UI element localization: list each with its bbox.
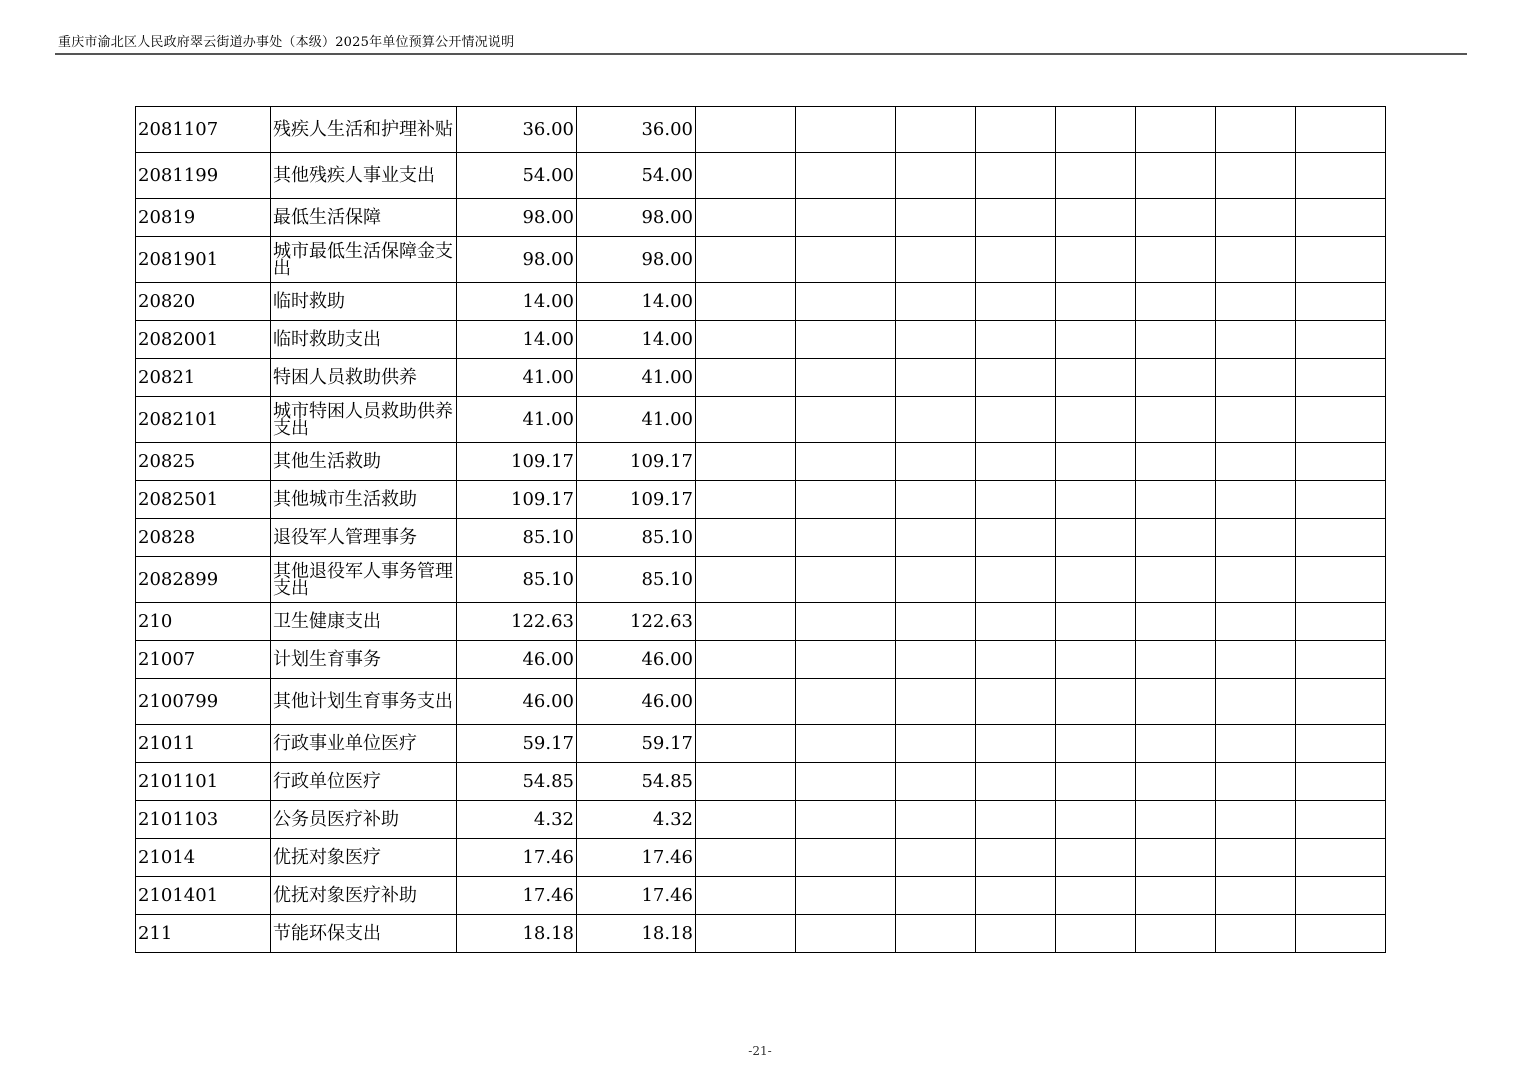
- cell-empty: [896, 481, 976, 519]
- cell-total-amount: 46.00: [457, 679, 577, 725]
- cell-empty: [696, 679, 796, 725]
- cell-empty: [1216, 679, 1296, 725]
- cell-total-amount: 109.17: [457, 481, 577, 519]
- cell-empty: [976, 801, 1056, 839]
- cell-general-budget-amount: 98.00: [577, 199, 696, 237]
- cell-empty: [796, 321, 896, 359]
- cell-empty: [1216, 557, 1296, 603]
- cell-empty: [1216, 519, 1296, 557]
- cell-total-amount: 59.17: [457, 725, 577, 763]
- cell-total-amount: 54.00: [457, 153, 577, 199]
- cell-subject-code: 2082899: [136, 557, 271, 603]
- cell-empty: [896, 557, 976, 603]
- cell-empty: [796, 283, 896, 321]
- cell-subject-code: 2100799: [136, 679, 271, 725]
- cell-empty: [976, 763, 1056, 801]
- cell-subject-name: 其他退役军人事务管理支出: [271, 557, 457, 603]
- table-row: [136, 603, 1386, 641]
- cell-empty: [696, 915, 796, 953]
- cell-total-amount: 85.10: [457, 557, 577, 603]
- cell-empty: [796, 199, 896, 237]
- cell-total-amount: 17.46: [457, 839, 577, 877]
- cell-empty: [796, 877, 896, 915]
- cell-empty: [696, 519, 796, 557]
- cell-empty: [696, 801, 796, 839]
- cell-empty: [896, 321, 976, 359]
- cell-empty: [1136, 237, 1216, 283]
- header-divider: [55, 53, 1467, 55]
- cell-empty: [1296, 641, 1386, 679]
- cell-empty: [1296, 763, 1386, 801]
- cell-empty: [796, 557, 896, 603]
- cell-empty: [1296, 801, 1386, 839]
- cell-total-amount: 4.32: [457, 801, 577, 839]
- cell-subject-name: 卫生健康支出: [271, 603, 457, 641]
- cell-empty: [1136, 397, 1216, 443]
- cell-empty: [1056, 359, 1136, 397]
- cell-empty: [1056, 641, 1136, 679]
- cell-empty: [976, 107, 1056, 153]
- cell-empty: [1216, 199, 1296, 237]
- table-row: [136, 443, 1386, 481]
- cell-subject-code: 20819: [136, 199, 271, 237]
- cell-empty: [1216, 237, 1296, 283]
- cell-empty: [1056, 519, 1136, 557]
- cell-total-amount: 85.10: [457, 519, 577, 557]
- cell-empty: [1136, 321, 1216, 359]
- cell-empty: [696, 443, 796, 481]
- cell-general-budget-amount: 14.00: [577, 321, 696, 359]
- cell-empty: [1056, 679, 1136, 725]
- cell-empty: [696, 283, 796, 321]
- cell-empty: [896, 443, 976, 481]
- cell-empty: [1136, 801, 1216, 839]
- cell-empty: [896, 199, 976, 237]
- page-number: -21-: [748, 1044, 772, 1058]
- cell-empty: [976, 481, 1056, 519]
- cell-empty: [976, 199, 1056, 237]
- cell-subject-code: 210: [136, 603, 271, 641]
- cell-empty: [1136, 641, 1216, 679]
- cell-empty: [1296, 839, 1386, 877]
- cell-empty: [1296, 725, 1386, 763]
- table-row: [136, 557, 1386, 603]
- cell-empty: [1056, 839, 1136, 877]
- cell-empty: [696, 481, 796, 519]
- cell-empty: [1296, 557, 1386, 603]
- cell-subject-code: 2101101: [136, 763, 271, 801]
- table-row: [136, 199, 1386, 237]
- table-row: [136, 679, 1386, 725]
- cell-general-budget-amount: 59.17: [577, 725, 696, 763]
- cell-empty: [696, 557, 796, 603]
- cell-empty: [976, 641, 1056, 679]
- cell-empty: [1056, 237, 1136, 283]
- table-row: [136, 107, 1386, 153]
- cell-empty: [1296, 107, 1386, 153]
- cell-empty: [1056, 915, 1136, 953]
- cell-empty: [896, 603, 976, 641]
- cell-empty: [796, 725, 896, 763]
- cell-empty: [1296, 397, 1386, 443]
- cell-empty: [696, 763, 796, 801]
- cell-empty: [1216, 481, 1296, 519]
- cell-general-budget-amount: 122.63: [577, 603, 696, 641]
- cell-subject-name: 临时救助支出: [271, 321, 457, 359]
- cell-general-budget-amount: 18.18: [577, 915, 696, 953]
- cell-empty: [976, 397, 1056, 443]
- cell-empty: [1136, 557, 1216, 603]
- cell-empty: [796, 237, 896, 283]
- table-row: [136, 321, 1386, 359]
- cell-general-budget-amount: 41.00: [577, 359, 696, 397]
- cell-subject-name: 其他计划生育事务支出: [271, 679, 457, 725]
- cell-empty: [896, 153, 976, 199]
- cell-empty: [896, 519, 976, 557]
- cell-subject-code: 2101401: [136, 877, 271, 915]
- cell-subject-code: 21011: [136, 725, 271, 763]
- cell-empty: [796, 519, 896, 557]
- cell-empty: [896, 107, 976, 153]
- cell-empty: [1296, 321, 1386, 359]
- cell-empty: [1296, 153, 1386, 199]
- cell-empty: [796, 481, 896, 519]
- cell-empty: [696, 359, 796, 397]
- cell-general-budget-amount: 54.00: [577, 153, 696, 199]
- cell-empty: [1296, 283, 1386, 321]
- cell-general-budget-amount: 109.17: [577, 443, 696, 481]
- cell-empty: [696, 603, 796, 641]
- cell-empty: [796, 839, 896, 877]
- cell-subject-name: 行政事业单位医疗: [271, 725, 457, 763]
- cell-empty: [1136, 359, 1216, 397]
- cell-empty: [1216, 877, 1296, 915]
- cell-empty: [1136, 915, 1216, 953]
- table-row: [136, 877, 1386, 915]
- cell-empty: [1056, 725, 1136, 763]
- cell-empty: [1296, 359, 1386, 397]
- cell-empty: [976, 679, 1056, 725]
- document-header-title: 重庆市渝北区人民政府翠云街道办事处（本级）2025年单位预算公开情况说明: [58, 35, 515, 50]
- cell-subject-code: 2081107: [136, 107, 271, 153]
- cell-empty: [796, 915, 896, 953]
- cell-subject-code: 2101103: [136, 801, 271, 839]
- cell-empty: [1136, 153, 1216, 199]
- cell-empty: [896, 915, 976, 953]
- cell-empty: [976, 443, 1056, 481]
- cell-subject-name: 最低生活保障: [271, 199, 457, 237]
- cell-subject-name: 退役军人管理事务: [271, 519, 457, 557]
- cell-general-budget-amount: 41.00: [577, 397, 696, 443]
- cell-subject-code: 20828: [136, 519, 271, 557]
- cell-subject-code: 2081199: [136, 153, 271, 199]
- table-row: [136, 763, 1386, 801]
- cell-empty: [976, 321, 1056, 359]
- budget-table: [135, 106, 1386, 953]
- cell-empty: [896, 641, 976, 679]
- cell-empty: [1056, 283, 1136, 321]
- cell-empty: [796, 397, 896, 443]
- table-row: [136, 641, 1386, 679]
- cell-general-budget-amount: 98.00: [577, 237, 696, 283]
- cell-empty: [976, 725, 1056, 763]
- cell-empty: [1216, 801, 1296, 839]
- cell-subject-code: 20821: [136, 359, 271, 397]
- cell-general-budget-amount: 4.32: [577, 801, 696, 839]
- budget-table-body: [136, 107, 1386, 953]
- cell-total-amount: 41.00: [457, 359, 577, 397]
- cell-subject-name: 其他残疾人事业支出: [271, 153, 457, 199]
- cell-empty: [1296, 519, 1386, 557]
- cell-subject-name: 特困人员救助供养: [271, 359, 457, 397]
- cell-empty: [896, 679, 976, 725]
- cell-empty: [896, 839, 976, 877]
- cell-subject-name: 行政单位医疗: [271, 763, 457, 801]
- table-row: [136, 915, 1386, 953]
- cell-empty: [896, 725, 976, 763]
- cell-empty: [1216, 283, 1296, 321]
- cell-empty: [1136, 603, 1216, 641]
- cell-empty: [976, 153, 1056, 199]
- cell-empty: [1056, 557, 1136, 603]
- cell-empty: [1296, 199, 1386, 237]
- cell-general-budget-amount: 17.46: [577, 839, 696, 877]
- cell-general-budget-amount: 85.10: [577, 557, 696, 603]
- cell-empty: [1056, 443, 1136, 481]
- cell-empty: [896, 283, 976, 321]
- cell-empty: [796, 603, 896, 641]
- cell-empty: [796, 359, 896, 397]
- cell-empty: [696, 839, 796, 877]
- cell-empty: [976, 877, 1056, 915]
- cell-empty: [1136, 839, 1216, 877]
- cell-empty: [1056, 603, 1136, 641]
- cell-total-amount: 98.00: [457, 199, 577, 237]
- cell-empty: [696, 321, 796, 359]
- cell-empty: [1136, 199, 1216, 237]
- cell-empty: [1296, 443, 1386, 481]
- cell-empty: [1216, 915, 1296, 953]
- cell-subject-code: 2081901: [136, 237, 271, 283]
- cell-empty: [1136, 877, 1216, 915]
- cell-subject-code: 2082501: [136, 481, 271, 519]
- cell-total-amount: 14.00: [457, 283, 577, 321]
- cell-total-amount: 109.17: [457, 443, 577, 481]
- cell-empty: [796, 801, 896, 839]
- table-row: [136, 397, 1386, 443]
- cell-subject-name: 残疾人生活和护理补贴: [271, 107, 457, 153]
- table-row: [136, 153, 1386, 199]
- cell-total-amount: 98.00: [457, 237, 577, 283]
- cell-empty: [1216, 641, 1296, 679]
- cell-empty: [1296, 481, 1386, 519]
- cell-empty: [1136, 519, 1216, 557]
- cell-empty: [1216, 397, 1296, 443]
- cell-empty: [1056, 801, 1136, 839]
- cell-empty: [696, 107, 796, 153]
- cell-total-amount: 14.00: [457, 321, 577, 359]
- cell-empty: [796, 107, 896, 153]
- cell-empty: [696, 199, 796, 237]
- cell-empty: [1136, 763, 1216, 801]
- cell-subject-code: 20820: [136, 283, 271, 321]
- cell-empty: [976, 603, 1056, 641]
- cell-total-amount: 54.85: [457, 763, 577, 801]
- cell-empty: [1056, 397, 1136, 443]
- cell-empty: [1216, 359, 1296, 397]
- cell-empty: [1216, 763, 1296, 801]
- cell-empty: [976, 359, 1056, 397]
- cell-empty: [1056, 199, 1136, 237]
- cell-empty: [1056, 877, 1136, 915]
- cell-empty: [1216, 107, 1296, 153]
- cell-empty: [896, 359, 976, 397]
- cell-empty: [1136, 679, 1216, 725]
- cell-general-budget-amount: 85.10: [577, 519, 696, 557]
- cell-general-budget-amount: 17.46: [577, 877, 696, 915]
- cell-empty: [896, 397, 976, 443]
- cell-subject-code: 2082101: [136, 397, 271, 443]
- cell-empty: [1136, 725, 1216, 763]
- cell-empty: [1216, 443, 1296, 481]
- cell-empty: [1296, 603, 1386, 641]
- cell-general-budget-amount: 54.85: [577, 763, 696, 801]
- cell-empty: [1056, 763, 1136, 801]
- cell-subject-name: 优抚对象医疗: [271, 839, 457, 877]
- cell-empty: [896, 877, 976, 915]
- cell-subject-code: 20825: [136, 443, 271, 481]
- table-row: [136, 519, 1386, 557]
- cell-empty: [896, 763, 976, 801]
- cell-subject-name: 其他城市生活救助: [271, 481, 457, 519]
- cell-empty: [1136, 443, 1216, 481]
- cell-empty: [696, 153, 796, 199]
- cell-general-budget-amount: 14.00: [577, 283, 696, 321]
- cell-empty: [1216, 603, 1296, 641]
- cell-empty: [1056, 481, 1136, 519]
- cell-empty: [796, 641, 896, 679]
- cell-total-amount: 17.46: [457, 877, 577, 915]
- cell-empty: [1296, 237, 1386, 283]
- table-row: [136, 359, 1386, 397]
- cell-subject-name: 城市特困人员救助供养支出: [271, 397, 457, 443]
- cell-empty: [1056, 321, 1136, 359]
- cell-empty: [796, 153, 896, 199]
- cell-empty: [796, 679, 896, 725]
- cell-subject-name: 节能环保支出: [271, 915, 457, 953]
- cell-empty: [1216, 321, 1296, 359]
- cell-empty: [976, 519, 1056, 557]
- cell-general-budget-amount: 46.00: [577, 641, 696, 679]
- cell-subject-code: 2082001: [136, 321, 271, 359]
- table-row: [136, 283, 1386, 321]
- cell-subject-name: 计划生育事务: [271, 641, 457, 679]
- cell-general-budget-amount: 109.17: [577, 481, 696, 519]
- cell-empty: [796, 443, 896, 481]
- cell-empty: [1216, 725, 1296, 763]
- cell-total-amount: 46.00: [457, 641, 577, 679]
- cell-empty: [696, 641, 796, 679]
- table-row: [136, 801, 1386, 839]
- cell-empty: [696, 237, 796, 283]
- cell-empty: [1136, 283, 1216, 321]
- cell-empty: [696, 725, 796, 763]
- table-row: [136, 839, 1386, 877]
- cell-empty: [976, 557, 1056, 603]
- cell-empty: [1136, 107, 1216, 153]
- cell-empty: [1056, 153, 1136, 199]
- cell-empty: [976, 915, 1056, 953]
- cell-subject-name: 其他生活救助: [271, 443, 457, 481]
- cell-empty: [1296, 679, 1386, 725]
- table-row: [136, 481, 1386, 519]
- cell-empty: [1056, 107, 1136, 153]
- cell-empty: [976, 283, 1056, 321]
- cell-subject-code: 211: [136, 915, 271, 953]
- cell-empty: [896, 237, 976, 283]
- cell-subject-name: 临时救助: [271, 283, 457, 321]
- cell-subject-code: 21014: [136, 839, 271, 877]
- table-row: [136, 725, 1386, 763]
- cell-total-amount: 36.00: [457, 107, 577, 153]
- cell-empty: [696, 397, 796, 443]
- cell-subject-name: 城市最低生活保障金支出: [271, 237, 457, 283]
- cell-subject-code: 21007: [136, 641, 271, 679]
- cell-empty: [1216, 839, 1296, 877]
- cell-subject-name: 优抚对象医疗补助: [271, 877, 457, 915]
- cell-empty: [896, 801, 976, 839]
- cell-total-amount: 18.18: [457, 915, 577, 953]
- table-row: [136, 237, 1386, 283]
- cell-total-amount: 41.00: [457, 397, 577, 443]
- cell-total-amount: 122.63: [457, 603, 577, 641]
- cell-subject-name: 公务员医疗补助: [271, 801, 457, 839]
- cell-empty: [1296, 877, 1386, 915]
- cell-empty: [696, 877, 796, 915]
- cell-empty: [976, 237, 1056, 283]
- cell-empty: [1216, 153, 1296, 199]
- cell-general-budget-amount: 46.00: [577, 679, 696, 725]
- cell-empty: [1296, 915, 1386, 953]
- cell-empty: [796, 763, 896, 801]
- cell-empty: [1136, 481, 1216, 519]
- cell-general-budget-amount: 36.00: [577, 107, 696, 153]
- cell-empty: [976, 839, 1056, 877]
